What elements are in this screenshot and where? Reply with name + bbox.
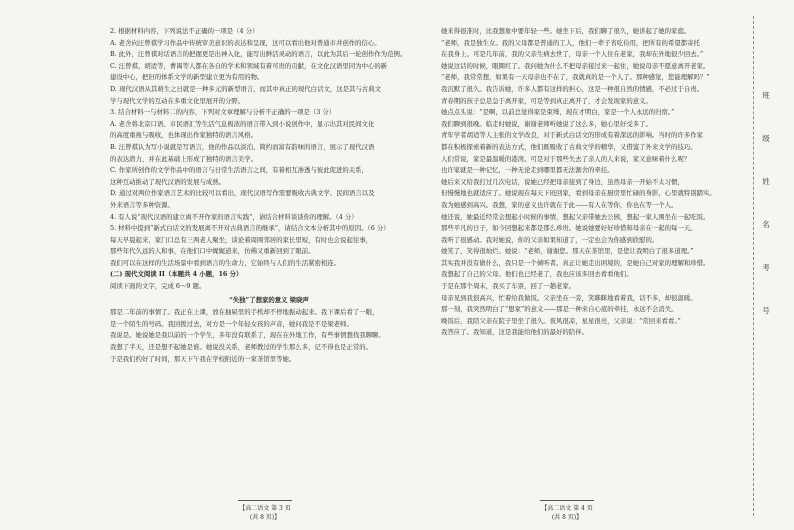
text-line: 我听了很感动。我对她说，你的父亲如果知道了，一定也会为你感到欣慰的。 bbox=[441, 235, 659, 244]
text-line: 那些平凡的日子，如今回想起来都是那么珍贵。她说她要好好珍惜和母亲在一起的每一天。 bbox=[441, 224, 697, 233]
binding-label: 考 bbox=[762, 263, 770, 272]
text-line: 外来语言等多种资源。 bbox=[110, 200, 174, 209]
text-line: 的表达潜力，并在此基础上形成了独特的语言美学。 bbox=[110, 154, 257, 163]
text-line: 在我身上。可是几年前，我的父亲生病去世了，母亲一个人住在老家，我却在外地很少回去。” bbox=[441, 50, 704, 59]
text-line: 她来得很准时，比我想象中要年轻一些。她坐下后，我们聊了很久，她讲起了她的家庭。 bbox=[441, 27, 691, 35]
text-line: 我们聊到很晚。临走时她说，谢谢老师听她说了这么多，她心里好受多了。 bbox=[441, 119, 652, 128]
text-line: 其实我并没有做什么，我只是一个倾听者。真正让她走出困境的，是她自己对家的理解和珍惜。 bbox=[441, 258, 710, 267]
text-line: 我想起了自己的父母。他们也已经老了，我也应该多回去看看他们。 bbox=[441, 270, 633, 279]
text-line: 这种互动推动了现代汉语的发展与成熟。 bbox=[110, 177, 226, 186]
text-line: 我想了半天，还是想不起她是谁。她说没关系，老师教过的学生那么多，记不得也是正常的。 bbox=[110, 343, 373, 352]
binding-label: 姓 bbox=[762, 177, 770, 186]
text-line: A. 老舍将北京口语、市民语汇等生活气息极浓的语言带入到小说创作中，显示出其对民间文化 bbox=[110, 119, 375, 128]
text-line: 是一个陌生的号码。我回拨过去，对方是一个年轻女孩的声音，她问我是不是梁老师。 bbox=[110, 319, 353, 328]
binding-label: 号 bbox=[762, 306, 770, 315]
text-line: 阅读下面的文字，完成 6～9 题。 bbox=[110, 282, 206, 291]
text-line: 学与现代文学的互动在多重文化里展开的分野。 bbox=[110, 96, 245, 105]
text-line: D. 通过对两位作家语言艺术的比较可以看出，现代汉语写作需要吸收古典文学、民间语言以及 bbox=[110, 189, 375, 198]
text-line: 她点点头说：“是啊，以前总觉得家是束缚，现在才明白，家是一个人永远的归宿。” bbox=[441, 108, 675, 117]
page-footer-left: 【高二语文 第 3 页(共 8 页)】 bbox=[238, 500, 292, 521]
text-line: A. 老舍向汪曾祺学习作品中传统审美意识的表达和呈现，这可以看出他对普通市井创作的信心。 bbox=[110, 38, 381, 47]
question-line: 3. 结合材料一与材料二的内容，下列对文章理解与分析不正确的一项是（3 分） bbox=[110, 108, 336, 117]
text-line: B. 此外，汪曾祺对话语言的把握更是出神入化，能写出鲜活灵动的语言，以此为其后一轮创作作为范例。 bbox=[110, 50, 407, 59]
text-line: 母亲见到我很高兴，忙着给我做饭。父亲坐在一旁，笑眯眯地看着我，话不多，却很温暖。 bbox=[441, 293, 697, 302]
text-line: D. 现代汉语从其萌生之日就是一种多元的新型语言，而其中真正的现代白话文，这是其与古典文 bbox=[110, 84, 381, 93]
left-column bbox=[110, 26, 428, 365]
question-line: 4. 有人说“现代汉语的建立离不开作家的语言实践”，请结合材料谈谈你的理解。（4 分） bbox=[110, 212, 358, 221]
text-line: 青春期的孩子总是急于离开家，可是等到真正离开了，才会发现家的意义。 bbox=[441, 96, 652, 105]
text-line: 人们常说，家是最温暖的港湾。可是对于那些失去了亲人的人来说，家又意味着什么呢？ bbox=[441, 154, 691, 163]
question-line: 5. 材料中提到“新式白话文的发展离不开对古典语言的继承”，请结合文本分析其中的原因。（6 分） bbox=[110, 224, 390, 233]
text-line: B. 汪曾祺认为写小说就是写语言，他的作品以淡泊、简约而富有韵味的语言，展示了现代汉语 bbox=[110, 142, 375, 151]
right-column bbox=[441, 26, 759, 339]
text-line: 的高度重视与吸收，也体现出作家独特的语言风格。 bbox=[110, 131, 257, 140]
text-line: “老师，我是独生女。我的父母都是普通的工人，他们一辈子省吃俭用，把所有的希望都寄托 bbox=[441, 38, 700, 47]
text-line: 那一刻，我突然明白了“想家”的意义——那是一种来自心底的牵挂，永远不会消失。 bbox=[441, 305, 678, 314]
text-line: 我为她感到高兴。我想，家的意义也许就在于此——有人在等你，你也在等一个人。 bbox=[441, 200, 678, 209]
text-line: 青年学者胡适等人主张的文学改良，对于新式白话文的形成有着深远的影响。当时的许多作家 bbox=[441, 131, 704, 140]
text-line: “老师，我常常想，如果有一天母亲也不在了，我就真的是一个人了。那种感觉，您能理解吗？” bbox=[441, 73, 710, 82]
text-line: 但慢慢地也就适应了。她说现在每天下班回家，看到母亲在厨房里忙碌的身影，心里就特别踏实。 bbox=[441, 189, 716, 198]
binding-label: 级 bbox=[762, 134, 770, 143]
text-line: 每天早晨起来，家门口总有三两老人聚坐，谈论着周围邻居的家长里短，有时也会说起往事， bbox=[110, 235, 373, 244]
text-line: C. 作家所创作的文学作品中的语言与日常生活语言之间，有着相互渗透与彼此促进的关系， bbox=[110, 166, 368, 175]
text-line: 晚饭后，我陪父亲在院子里坐了很久。夜风很凉，星星很亮，父亲说：“常回来看看。” bbox=[441, 316, 681, 325]
text-line: 那是二年前的事情了。我正在上课，放在抽屉里的手机却不停地振动起来。我下课后看了一眼， bbox=[110, 308, 379, 317]
page-footer-right: 【高二语文 第 4 页(共 8 页)】 bbox=[540, 500, 594, 521]
text-line: 也许家就是一种记忆，一种无论走到哪里都无法割舍的牵挂。 bbox=[441, 166, 614, 175]
binding-labels bbox=[760, 90, 772, 348]
text-line: 都在积极探索着新的表达方式，他们既吸收了古典文学的精华，又借鉴了外来文学的技巧。 bbox=[441, 142, 697, 151]
text-line: 建设中心，把旧的体系文学的新型建立更为有用的物。 bbox=[110, 73, 264, 82]
binding-label: 名 bbox=[762, 220, 770, 229]
section-heading: (二) 现代文阅读 II（本题共 4 小题，16 分） bbox=[110, 270, 243, 279]
text-line: 我答应了。我知道，这是我能给他们的最好的陪伴。 bbox=[441, 328, 588, 337]
text-line: 她后来又给我打过几次电话，说她已经把母亲接到了身边，虽然母亲一开始不太习惯， bbox=[441, 177, 684, 186]
binding-label: 班 bbox=[762, 91, 770, 100]
text-line: 她还说，她最近经常会想起小时候的事情，想起父亲带她去公园，想起一家人围坐在一起吃饭。 bbox=[441, 212, 710, 221]
text-line: 那些年代久远的人和事，在他们口中娓娓道来，仿佛又重新回到了眼前。 bbox=[110, 247, 315, 256]
text-line: 于是在那个周末，我买了车票，回了一趟老家。 bbox=[441, 282, 576, 291]
passage-title: “失独”了想家的意义 梁晓声 bbox=[229, 295, 309, 304]
text-line: 于是我们约好了时间，那天下午我在学校附近的一家茶馆里等她。 bbox=[110, 354, 296, 363]
text-line: 她笑了，笑得很灿烂。她说：“老师，谢谢您。那天在茶馆里，是您让我明白了很多道理。” bbox=[441, 247, 694, 256]
text-line: C. 汪曾祺、胡适等，曹禺等人都在各自的学术和领域有着可贵的贡献，在文化汉语里同为中心的新 bbox=[110, 61, 388, 70]
text-line: 她说这话的时候，眼圈红了。我问她为什么不把母亲接过来一起住，她说母亲不愿意离开老家。 bbox=[441, 61, 710, 70]
question-line: 2. 根据材料内容，下列说法不正确的一项是（4 分） bbox=[110, 27, 259, 35]
text-line: 我说是。她说她是我以前的一个学生，多年没有联系了，现在在外地工作，有些事情想找我聊聊。 bbox=[110, 331, 385, 340]
text-line: 我们可以在这样的生活场景中看到语言的生命力，它始终与人们的生活紧密相连。 bbox=[110, 258, 341, 267]
text-line: 我沉默了很久。我告诉她，许多人都有这样的担心，这是一种很自然的情感，不必过于自责。 bbox=[441, 84, 704, 93]
